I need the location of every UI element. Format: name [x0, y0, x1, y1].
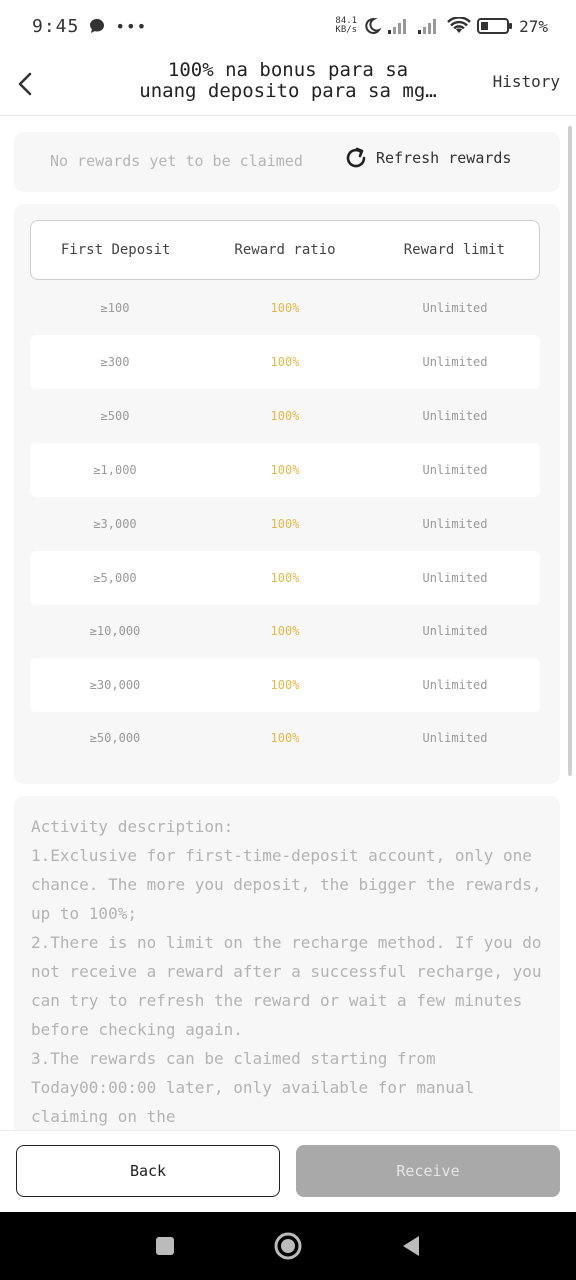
table-row: ≥500 100% Unlimited — [100, 409, 488, 423]
table-row: ≥3,000 100% Unlimited — [93, 517, 488, 531]
wifi-icon — [447, 17, 471, 35]
receive-button[interactable]: Receive — [296, 1145, 560, 1197]
bottom-action-bar — [0, 1130, 576, 1212]
table-row: ≥5,000 100% Unlimited — [30, 551, 540, 605]
more-dots-icon: ••• — [115, 16, 148, 36]
system-nav-bar — [0, 1212, 576, 1280]
table-row: ≥1,000 100% Unlimited — [30, 443, 540, 497]
table-row: ≥100 100% Unlimited — [100, 301, 488, 315]
refresh-rewards-button[interactable] — [344, 146, 511, 170]
page-title: 100% na bonus para sa unang deposito para sa mg… — [139, 60, 437, 102]
activity-description-card — [14, 796, 560, 1136]
refresh-label: Refresh rewards — [376, 149, 512, 167]
table-row: ≥30,000 100% Unlimited — [30, 658, 540, 712]
signal-icon-2 — [417, 17, 441, 35]
back-button[interactable]: Back — [16, 1145, 280, 1197]
battery-icon — [477, 17, 513, 35]
page-header — [0, 52, 576, 116]
header-reward-ratio: Reward ratio — [234, 242, 336, 258]
refresh-icon — [344, 146, 368, 170]
claim-message: No rewards yet to be claimed — [50, 152, 303, 170]
signal-icon — [387, 17, 411, 35]
scrollbar[interactable] — [568, 126, 572, 776]
status-left — [32, 16, 147, 37]
net-speed: 84.1 KB/s — [335, 16, 358, 35]
header-first-deposit: First Deposit — [60, 242, 171, 258]
battery-percent: 27% — [519, 16, 548, 36]
status-bar — [0, 0, 576, 52]
table-row: ≥300 100% Unlimited — [30, 335, 540, 389]
status-right — [335, 17, 548, 36]
table-row: ≥10,000 100% Unlimited — [89, 624, 488, 638]
back-arrow-icon[interactable] — [14, 68, 38, 100]
table-header — [30, 220, 540, 280]
moon-icon — [363, 17, 381, 35]
history-link[interactable]: History — [492, 72, 560, 91]
header-reward-limit: Reward limit — [403, 242, 505, 258]
back-nav-icon[interactable] — [399, 1234, 423, 1258]
recent-apps-icon[interactable] — [153, 1234, 177, 1258]
claim-status-card — [14, 132, 560, 192]
home-icon[interactable] — [273, 1231, 303, 1261]
chat-bubble-icon — [89, 18, 105, 34]
table-row: ≥50,000 100% Unlimited — [89, 731, 488, 745]
reward-table — [14, 204, 560, 784]
activity-description: Activity description: 1.Exclusive for first-time-deposit account, only one chance. The more you deposit, the bigger the rewards, up to 100%; 2.There is no limit on the recharge method. If you do not receive a reward after a successful recharge, you can try to refresh the reward or wait a few minutes before checking again. 3.The rewards can be claimed starting from Today00:00:00 later, only available for manual claiming on the — [31, 817, 542, 1126]
status-time: 9:45 — [32, 15, 80, 37]
